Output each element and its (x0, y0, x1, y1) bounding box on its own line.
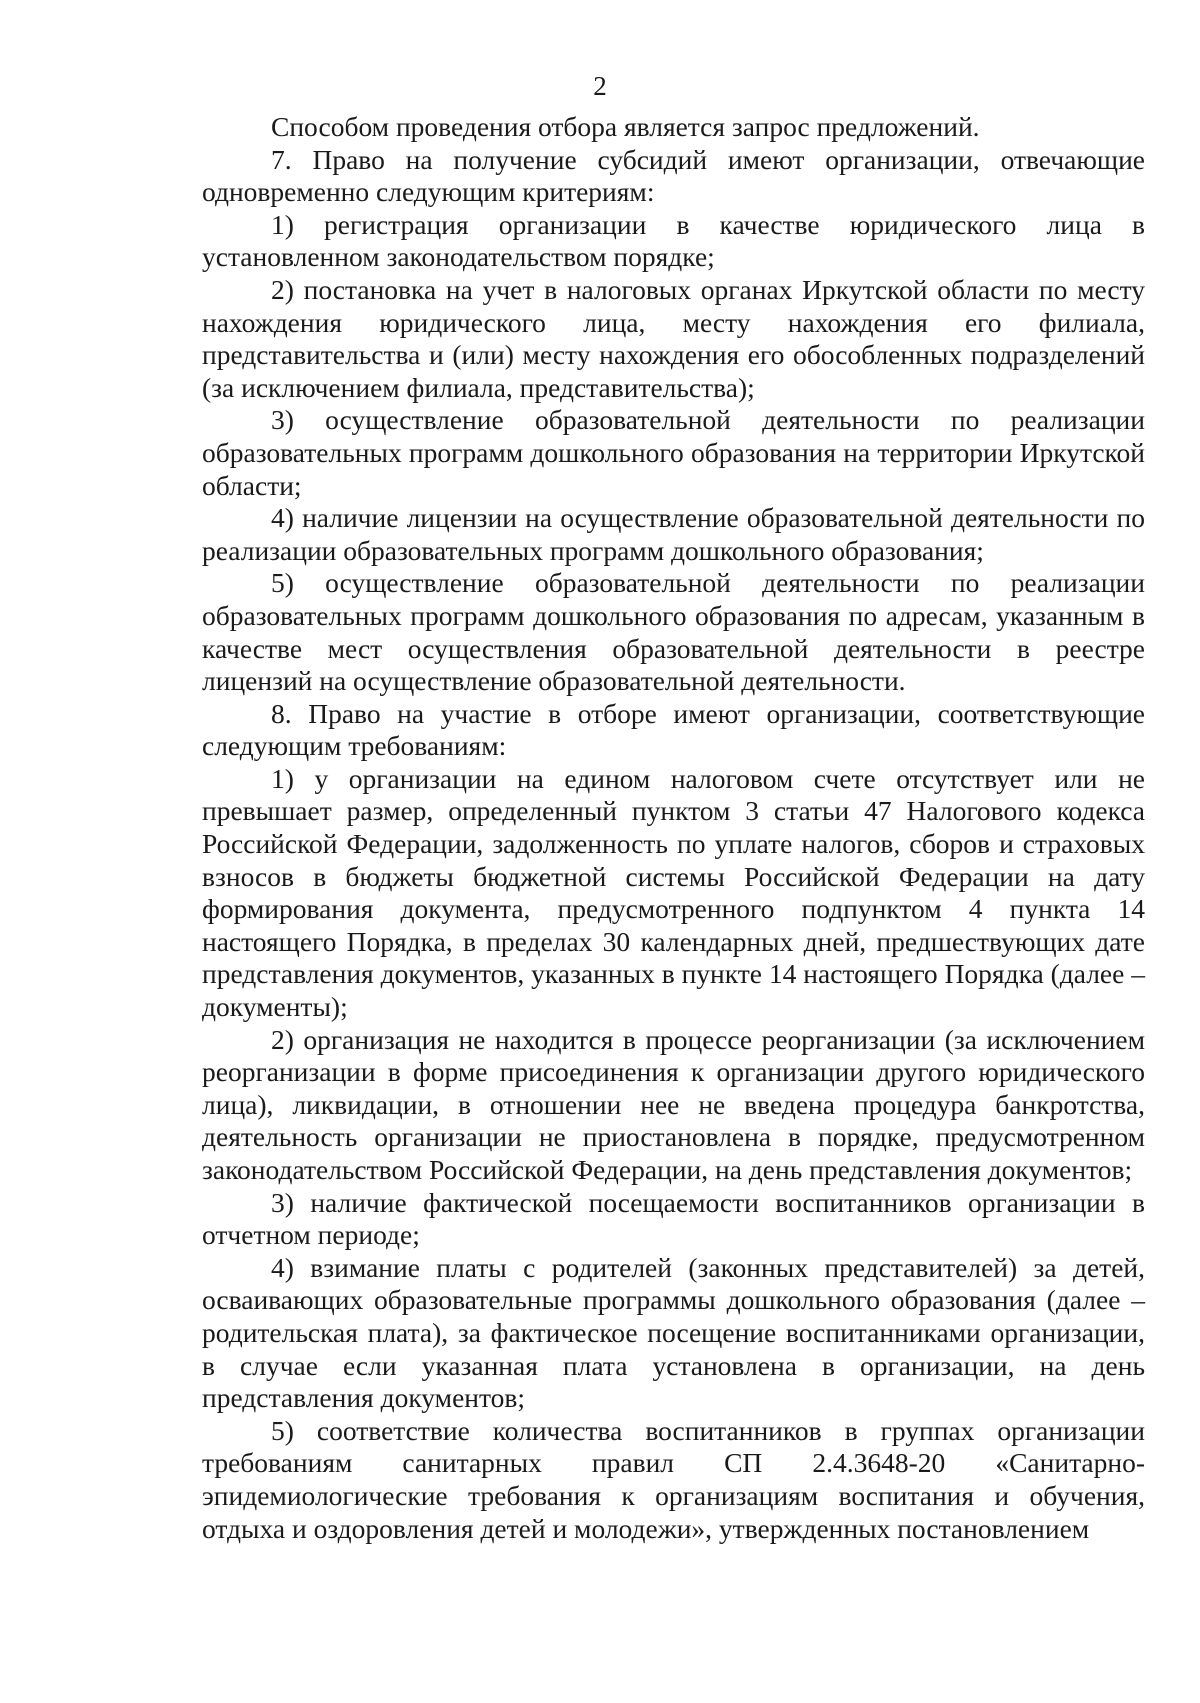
page-number: 2 (593, 71, 607, 101)
paragraph-8-requirement-3: 3) наличие фактической посещаемости воспитанников организации в отчетном периоде; (202, 1186, 1145, 1251)
paragraph-7-criterion-5: 5) осуществление образовательной деятельности по реализации образовательных программ дошкольного образования по адресам, указанным в качестве мест осуществления образовательной деятельности в реестре лицензий на осуществление образовательной деятельности. (202, 567, 1145, 697)
paragraph-7-criterion-2: 2) постановка на учет в налоговых органах Иркутской области по месту нахождения юридического лица, месту нахождения его филиала, представительства и (или) месту нахождения его обособленных подразделений (за исключением филиала, представительства); (202, 273, 1145, 403)
paragraph-selection-method: Способом проведения отбора является запрос предложений. (271, 111, 980, 142)
paragraph-8-requirement-5: 5) соответствие количества воспитанников в группах организации требованиям санитарных правил СП 2.4.3648-20 «Санитарно-эпидемиологические требования к организациям воспитания и обучения, отдыха и оздоровления детей и молодежи», утвержденных постановлением (202, 1414, 1145, 1544)
paragraph-7-criterion-1: 1) регистрация организации в качестве юридического лица в установленном законодательством порядке; (202, 208, 1145, 273)
paragraph-8-participation-requirements: 8. Право на участие в отборе имеют организации, соответствующие следующим требованиям: (202, 697, 1145, 762)
paragraph-7-criterion-4: 4) наличие лицензии на осуществление образовательной деятельности по реализации образовательных программ дошкольного образования; (202, 502, 1145, 566)
paragraph-8-requirement-2: 2) организация не находится в процессе реорганизации (за исключением реорганизации в форме присоединения к организации другого юридического лица), ликвидации, в отношении нее не введена процедура банкротства, деятельность организации не приостановлена в порядке, предусмотренном законодательством Российской Федерации, на день представления документов; (202, 1023, 1145, 1185)
paragraph-7-criterion-3: 3) осуществление образовательной деятельности по реализации образовательных программ дошкольного образования на территории Иркутской области; (202, 404, 1145, 501)
paragraph-7-eligibility-criteria: 7. Право на получение субсидий имеют организации, отвечающие одновременно следующим критериям: (202, 143, 1145, 208)
paragraph-8-requirement-1: 1) у организации на едином налоговом счете отсутствует или не превышает размер, определенный пунктом 3 статьи 47 Налогового кодекса Российской Федерации, задолженность по уплате налогов, сборов и страховых взносов в бюджеты бюджетной системы Российской Федерации на дату формирования документа, предусмотренного подпунктом 4 пункта 14 настоящего Порядка, в пределах 30 календарных дней, предшествующих дате представления документов, указанных в пункте 14 настоящего Порядка (далее – документы); (202, 762, 1145, 1023)
paragraph-8-requirement-4: 4) взимание платы с родителей (законных представителей) за детей, осваивающих образовательные программы дошкольного образования (далее – родительская плата), за фактическое посещение воспитанниками организации, в случае если указанная плата установлена в организации, на день представления документов; (202, 1251, 1145, 1414)
document-body (202, 111, 1145, 1545)
